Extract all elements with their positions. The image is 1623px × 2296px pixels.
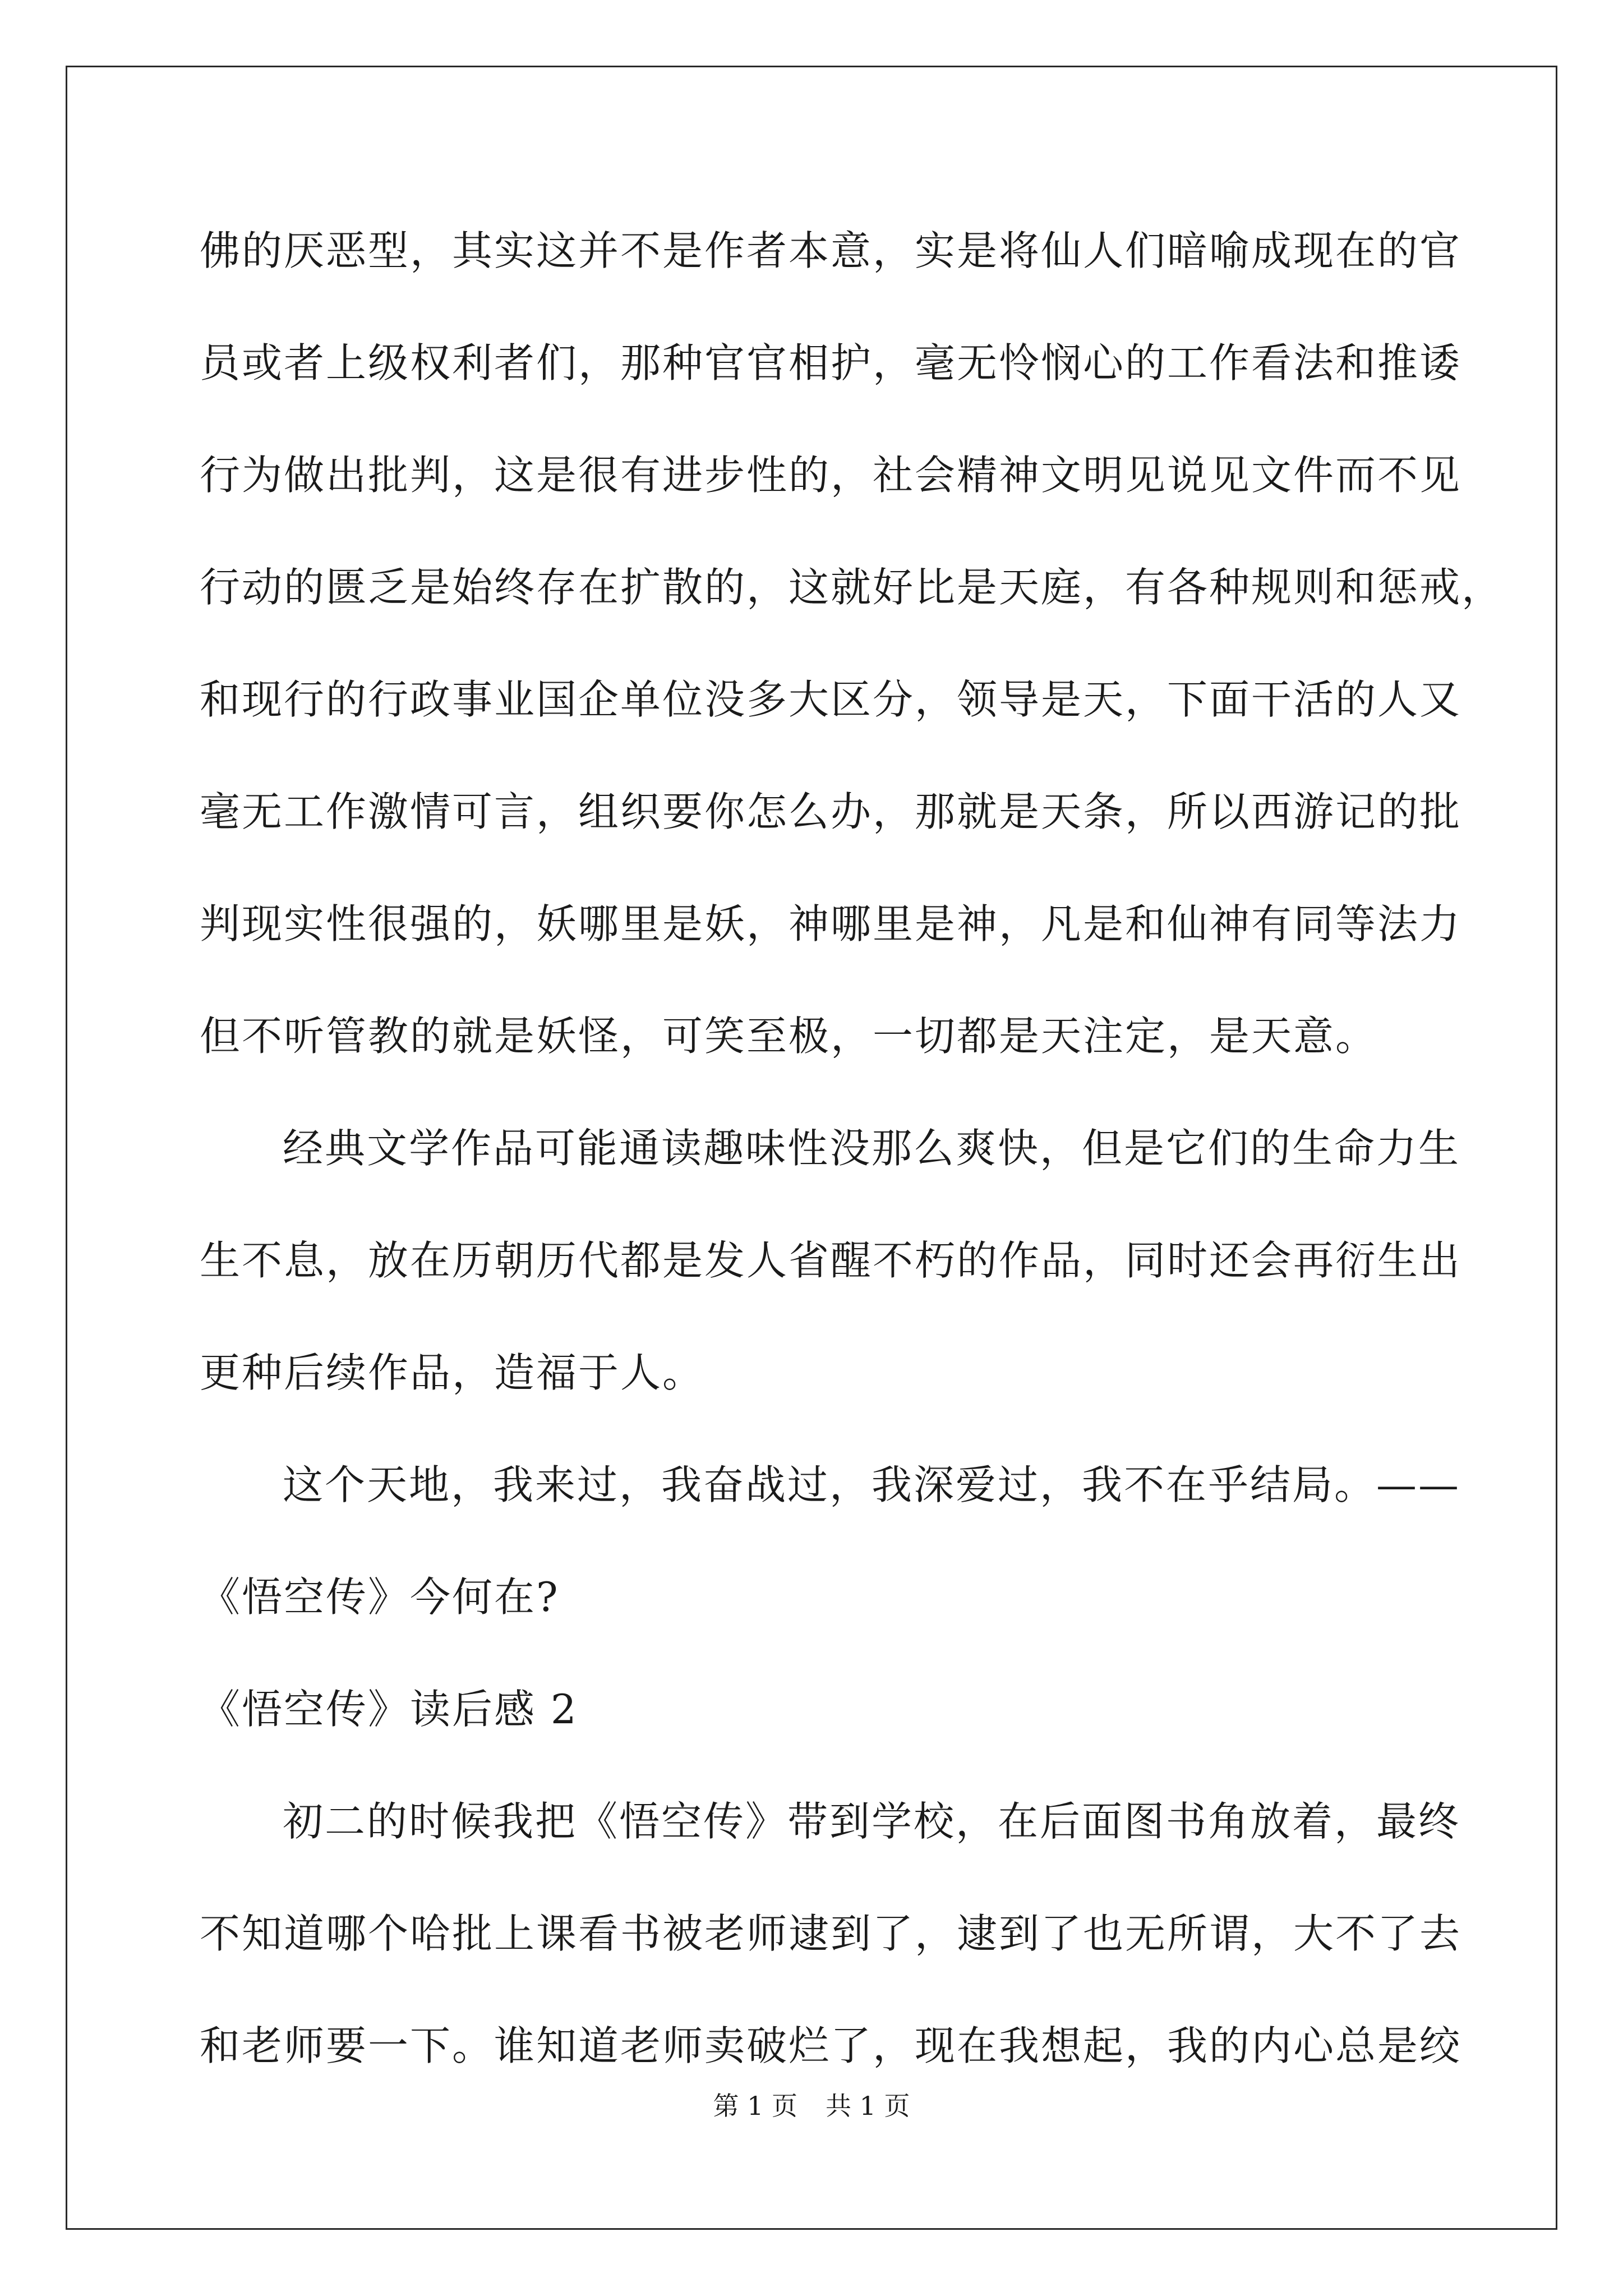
text-line: 这个天地，我来过，我奋战过，我深爱过，我不在乎结局。—— xyxy=(283,1461,1461,1508)
document-body xyxy=(200,209,1504,2116)
paragraph-1 xyxy=(200,209,1504,1106)
text-line: 毫无工作激情可言，组织要你怎么办，那就是天条，所以西游记的批 xyxy=(200,788,1462,835)
text-line: 员或者上级权利者们，那种官官相护，毫无怜悯心的工作看法和推诿 xyxy=(200,339,1462,386)
text-line: 和老师要一下。谁知道老师卖破烂了，现在我想起，我的内心总是绞 xyxy=(200,2022,1462,2069)
section-heading xyxy=(200,1667,1490,1779)
text-line: 判现实性很强的，妖哪里是妖，神哪里是神，凡是和仙神有同等法力 xyxy=(200,900,1462,947)
text-line: 《悟空传》今何在? xyxy=(200,1573,560,1621)
page-footer xyxy=(0,2086,1623,2123)
text-line: 经典文学作品可能通读趣味性没那么爽快，但是它们的生命力生 xyxy=(283,1125,1461,1172)
page-number: 第 1 页 xyxy=(713,2091,797,2121)
text-line: 和现行的行政事业国企单位没多大区分，领导是天，下面干活的人又 xyxy=(200,676,1462,723)
heading-text: 《悟空传》读后感 2 xyxy=(200,1686,578,1733)
text-line: 行动的匮乏是始终存在扩散的，这就好比是天庭，有各种规则和惩戒， xyxy=(200,564,1504,611)
text-line: 不知道哪个哈批上课看书被老师逮到了，逮到了也无所谓，大不了去 xyxy=(200,1910,1462,1957)
text-line: 生不息，放在历朝历代都是发人省醒不朽的作品，同时还会再衍生出 xyxy=(200,1237,1462,1284)
paragraph-2 xyxy=(200,1106,1490,1443)
text-line: 佛的厌恶型，其实这并不是作者本意，实是将仙人们暗喻成现在的官 xyxy=(200,227,1462,274)
paragraph-3 xyxy=(200,1443,1490,1667)
text-line: 初二的时候我把《悟空传》带到学校，在后面图书角放着，最终 xyxy=(283,1798,1461,1845)
text-line: 但不听管教的就是妖怪，可笑至极，一切都是天注定，是天意。 xyxy=(200,1013,1378,1060)
text-line: 行为做出批判，这是很有进步性的，社会精神文明见说见文件而不见 xyxy=(200,452,1462,499)
page-total: 共 1 页 xyxy=(826,2091,910,2121)
paragraph-4 xyxy=(200,1779,1490,2116)
text-line: 更种后续作品，造福于人。 xyxy=(200,1349,705,1396)
